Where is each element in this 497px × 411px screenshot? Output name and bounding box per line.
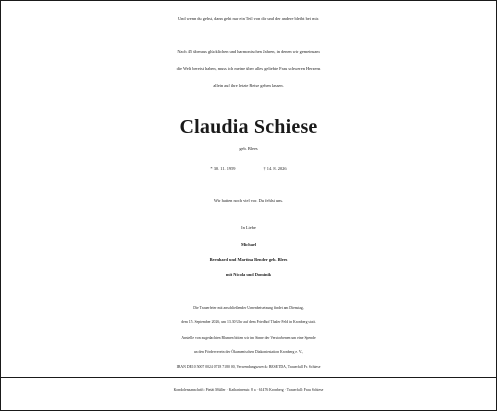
service-line-5: IBAN DE10 5007 0024 0718 7180 00, Verwendungszweck: BESETDA, Trauerfall Fr. Schiese [176,365,321,369]
deceased-name: Claudia Schiese [179,116,318,138]
divider-rule [1,377,496,378]
intro-line-2: die Welt bereist haben, muss ich meine über alles geliebte Frau schweren Herzens [176,66,321,71]
service-line-4: an den Förderverein der Ökumenischen Diakoniestation Kronberg e. V., [193,350,304,354]
birth-date: * 30. 11. 1959 [210,166,236,171]
mourner-name-3: mit Nicola und Dominik [225,272,272,277]
mourner-name-2: Bernhard und Martina Bender geb. Blees [209,257,288,262]
opening-quote: Und wenn du gehst, dann geht nur ein Teil von dir und der andere bleibt bei mir. [177,16,320,21]
mourner-name-1: Michael [240,242,257,247]
intro-line-3: allein auf ihre letzte Reise gehen lassen. [213,83,284,88]
service-line-2: dem 15. September 2026, um 13.30 Uhr auf dem Friedhof Thaler Feld in Kronberg statt. [181,320,316,324]
intro-line-1: Nach 45 überaus glücklichen und harmonischen Jahren, in denen wir gemeinsam [177,49,320,54]
farewell-text: Wir hatten noch viel vor. Du fehlst uns. [213,198,284,203]
maiden-name: geb. Blees [239,146,258,151]
life-dates [1,161,496,176]
service-line-3: Anstelle von zugedachten Blumen bitten wir im Sinne der Verstorbenen um eine Spende [181,336,316,340]
mourners-heading: In Liebe [241,225,256,230]
condolence-address: Kondolenzanschrift: Pietät Müller · Katharinenstr. 8 a · 61476 Kronberg · Trauerfall: Frau Schiese [173,388,324,392]
death-date: † 14. 8. 2026 [263,166,287,171]
service-line-1: Die Trauerfeier mit anschließender Urnenbeisetzung findet am Dienstag, [193,306,304,310]
